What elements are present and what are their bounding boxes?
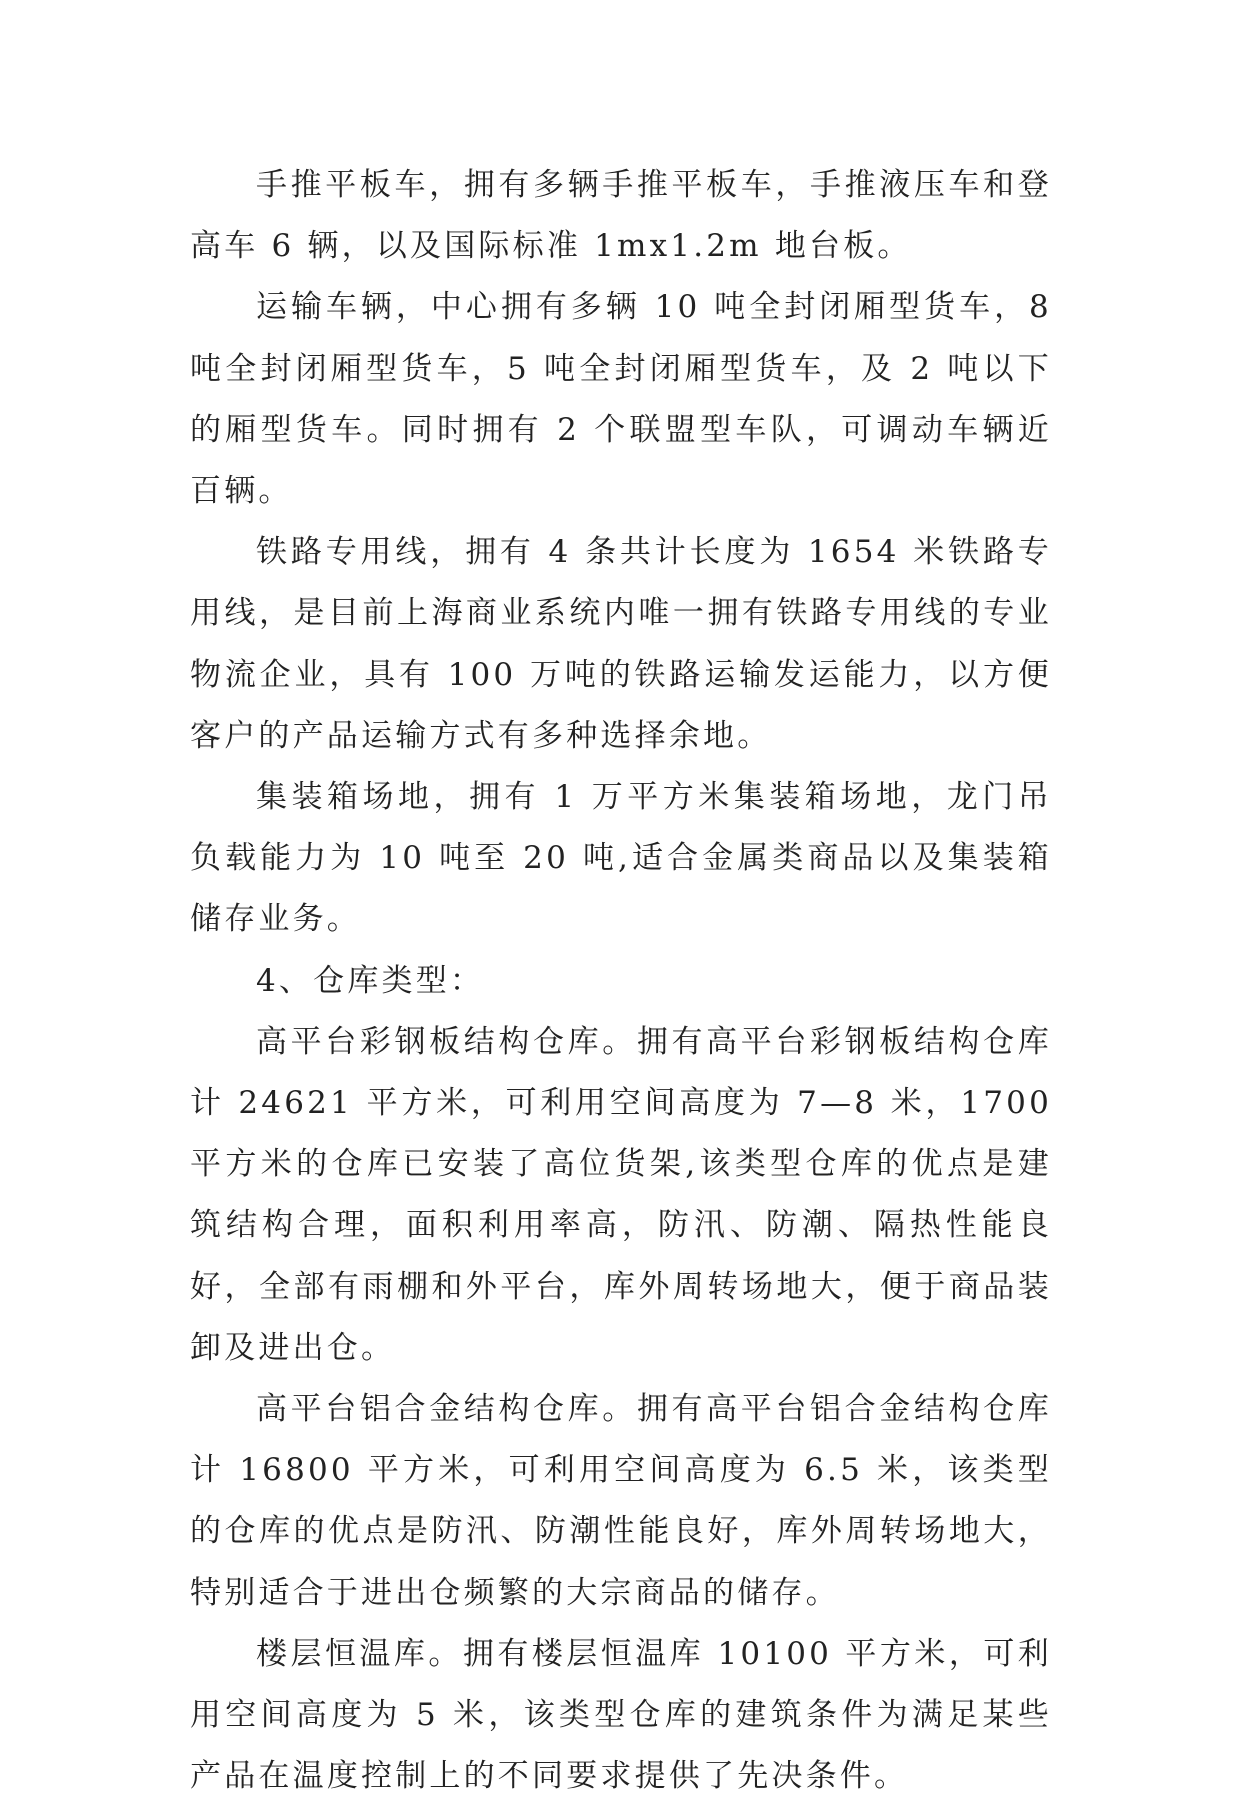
section-heading-warehouse-types: 4、仓库类型： (256, 962, 485, 999)
paragraph-hand-carts: 手推平板车，拥有多辆手推平板车，手推液压车和登高车 6 辆，以及国际标准 1mx1.2m 地台板。 (190, 167, 1052, 265)
paragraph-transport-vehicles: 运输车辆，中心拥有多辆 10 吨全封闭厢型货车，8 吨全封闭厢型货车，5 吨全封闭厢型货车，及 2 吨以下的厢型货车。同时拥有 2 个联盟型车队，可调动车辆近百辆。 (190, 289, 1052, 510)
paragraph-steel-warehouse: 高平台彩钢板结构仓库。拥有高平台彩钢板结构仓库计 24621 平方米，可利用空间高度为 7—8 米，1700 平方米的仓库已安装了高位货架,该类型仓库的优点是建筑结构合理，面积利用率高，防汛、防潮、隔热性能良好，全部有雨棚和外平台，库外周转场地大，便于商品装卸及进出仓。 (190, 1023, 1052, 1366)
paragraph-aluminum-warehouse: 高平台铝合金结构仓库。拥有高平台铝合金结构仓库计 16800 平方米，可利用空间高度为 6.5 米，该类型的仓库的优点是防汛、防潮性能良好，库外周转场地大，特别适合于进出仓频繁的大宗商品的储存。 (190, 1391, 1052, 1611)
paragraph-container-yard: 集装箱场地，拥有 1 万平方米集装箱场地，龙门吊负载能力为 10 吨至 20 吨,适合金属类商品以及集装箱储存业务。 (190, 779, 1052, 938)
document-body (190, 155, 1052, 1807)
paragraph-railway-line: 铁路专用线，拥有 4 条共计长度为 1654 米铁路专用线，是目前上海商业系统内唯一拥有铁路专用线的专业物流企业，具有 100 万吨的铁路运输发运能力，以方便客户的产品运输方式有多种选择余地。 (190, 534, 1052, 754)
paragraph-constant-temperature-warehouse: 楼层恒温库。拥有楼层恒温库 10100 平方米，可利用空间高度为 5 米，该类型仓库的建筑条件为满足某些产品在温度控制上的不同要求提供了先决条件。 (190, 1635, 1052, 1795)
